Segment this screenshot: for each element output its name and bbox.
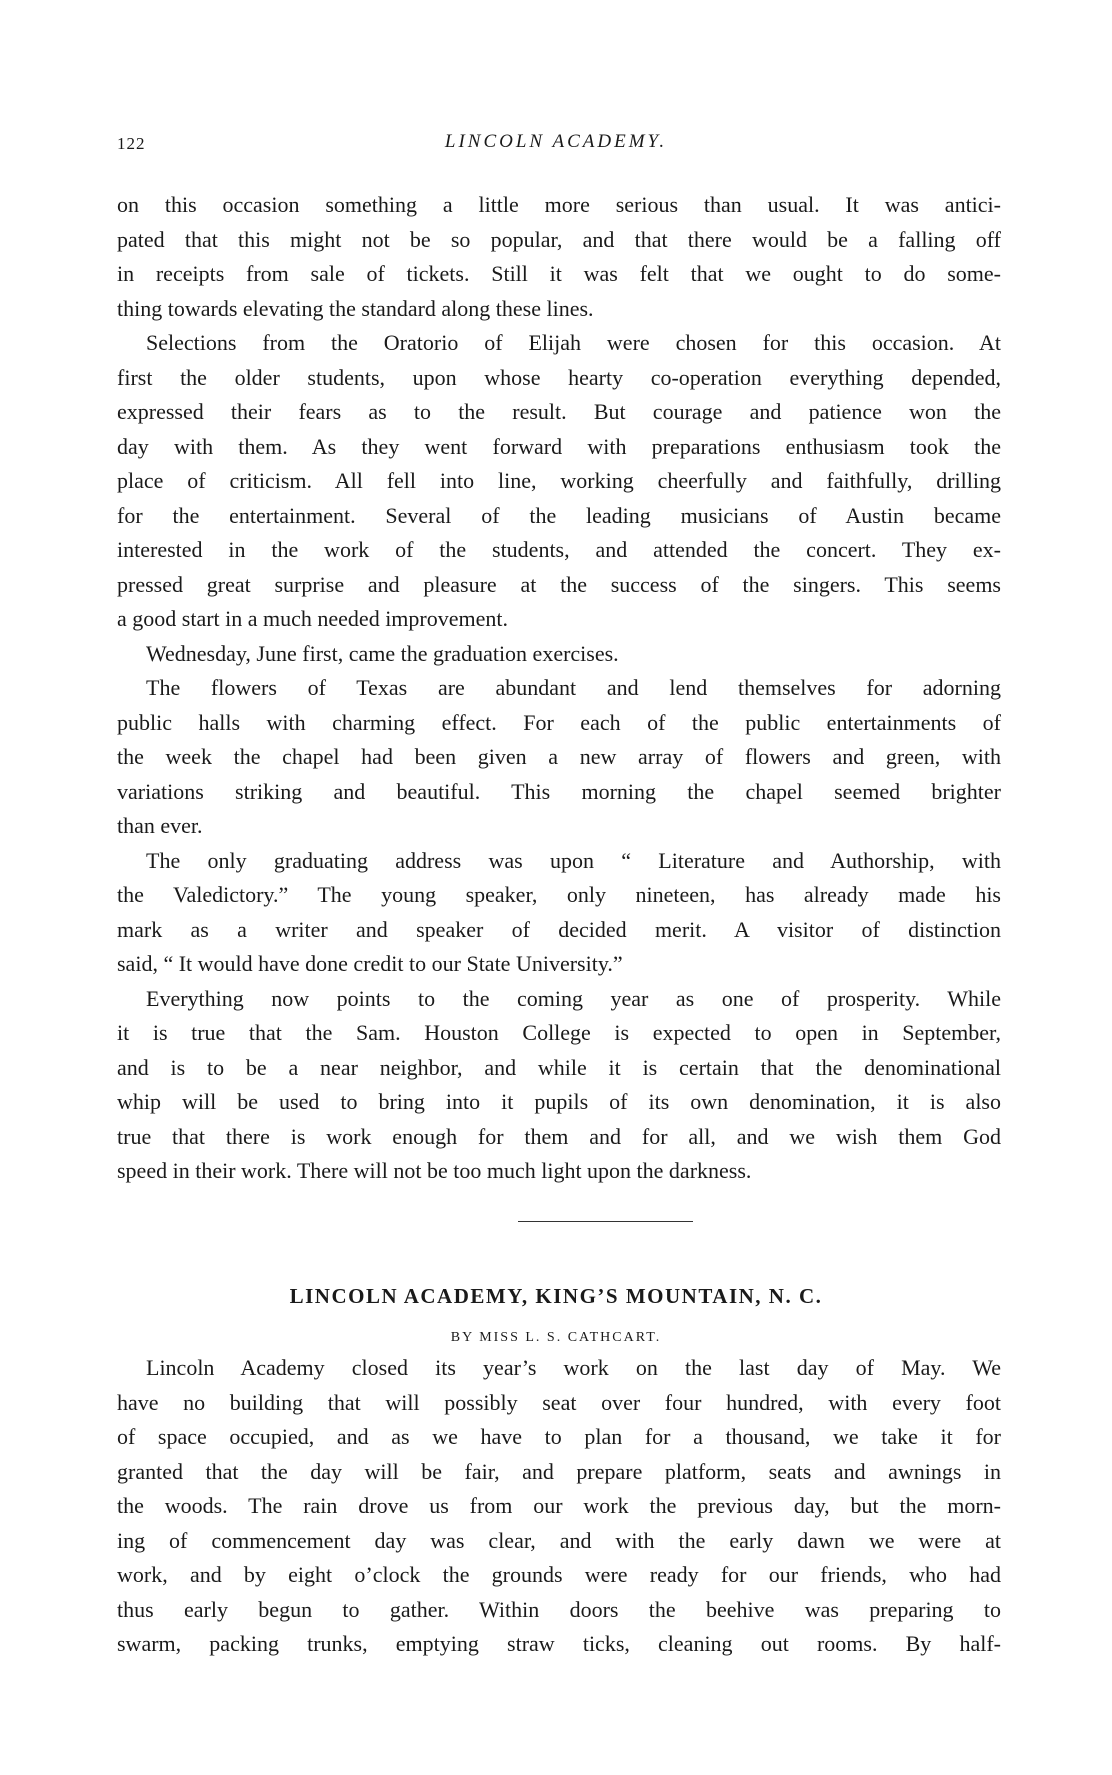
text-line: the week the chapel had been given a new array of flowers and green, with xyxy=(117,744,1001,769)
text-line: ing of commencement day was clear, and with the early dawn we were at xyxy=(117,1527,1001,1553)
page-number: 122 xyxy=(117,134,146,153)
text-line: mark as a writer and speaker of decided merit. A visitor of distinction xyxy=(117,916,1001,942)
article-byline: BY MISS L. S. CATHCART. xyxy=(450,1330,662,1345)
text-line: work, and by eight o’clock the grounds were ready for our friends, who had xyxy=(117,1562,1001,1587)
text-line: Lincoln Academy closed its year’s work on the last day of May. We xyxy=(146,1355,1001,1380)
text-line: pressed great surprise and pleasure at the success of the singers. This seems xyxy=(117,571,1001,597)
text-line: granted that the day will be fair, and prepare platform, seats and awnings in xyxy=(117,1458,1001,1484)
text-line: true that there is work enough for them and for all, and we wish them God xyxy=(117,1123,1001,1149)
text-line: it is true that the Sam. Houston College is expected to open in September, xyxy=(117,1020,1001,1045)
running-title: LINCOLN ACADEMY. xyxy=(444,131,668,152)
article-body xyxy=(117,1351,1001,1662)
article-body-continued xyxy=(117,188,1001,1189)
text-line: whip will be used to bring into it pupils of its own denomination, it is also xyxy=(117,1089,1001,1114)
text-line: interested in the work of the students, and attended the concert. They ex- xyxy=(117,537,1001,562)
text-line: variations striking and beautiful. This morning the chapel seemed brighter xyxy=(117,778,1001,804)
text-line: first the older students, upon whose hearty co-operation everything depended, xyxy=(117,364,1001,390)
text-line: the Valedictory.” The young speaker, only nineteen, has already made his xyxy=(117,882,1001,907)
text-line: have no building that will possibly seat over four hundred, with every foot xyxy=(117,1389,1001,1415)
text-line: Selections from the Oratorio of Elijah were chosen for this occasion. At xyxy=(146,330,1001,355)
text-line: than ever. xyxy=(117,813,203,838)
text-line: swarm, packing trunks, emptying straw ticks, cleaning out rooms. By half- xyxy=(117,1631,1001,1656)
text-line: in receipts from sale of tickets. Still it was felt that we ought to do some- xyxy=(117,261,1001,286)
text-line: expressed their fears as to the result. But courage and patience won the xyxy=(117,399,1001,424)
text-line: pated that this might not be so popular, and that there would be a falling off xyxy=(117,226,1001,252)
text-line: and is to be a near neighbor, and while it is certain that the denominational xyxy=(117,1054,1001,1080)
section-divider-rule xyxy=(518,1221,693,1222)
text-line: on this occasion something a little more serious than usual. It was antici- xyxy=(117,192,1001,217)
text-line: thing towards elevating the standard along these lines. xyxy=(117,295,594,321)
article-heading: LINCOLN ACADEMY, KING’S MOUNTAIN, N. C. xyxy=(289,1284,823,1308)
text-line: of space occupied, and as we have to plan for a thousand, we take it for xyxy=(117,1424,1001,1449)
text-line: for the entertainment. Several of the leading musicians of Austin became xyxy=(117,502,1001,528)
text-line: Everything now points to the coming year as one of prosperity. While xyxy=(146,985,1001,1011)
text-line: The only graduating address was upon “ Literature and Authorship, with xyxy=(146,847,1001,873)
text-line: thus early begun to gather. Within doors the beehive was preparing to xyxy=(117,1596,1001,1622)
text-line: speed in their work. There will not be too much light upon the darkness. xyxy=(117,1158,752,1183)
text-line: the woods. The rain drove us from our work the previous day, but the morn- xyxy=(117,1493,1001,1518)
text-line: day with them. As they went forward with preparations enthusiasm took the xyxy=(117,433,1001,459)
text-line: a good start in a much needed improvement. xyxy=(117,606,508,631)
text-line: The flowers of Texas are abundant and lend themselves for adorning xyxy=(146,675,1001,700)
text-line: public halls with charming effect. For each of the public entertainments of xyxy=(117,709,1001,735)
text-line: place of criticism. All fell into line, working cheerfully and faithfully, drilling xyxy=(117,468,1001,493)
text-line: Wednesday, June first, came the graduation exercises. xyxy=(146,640,619,666)
text-line: said, “ It would have done credit to our State University.” xyxy=(117,951,623,976)
